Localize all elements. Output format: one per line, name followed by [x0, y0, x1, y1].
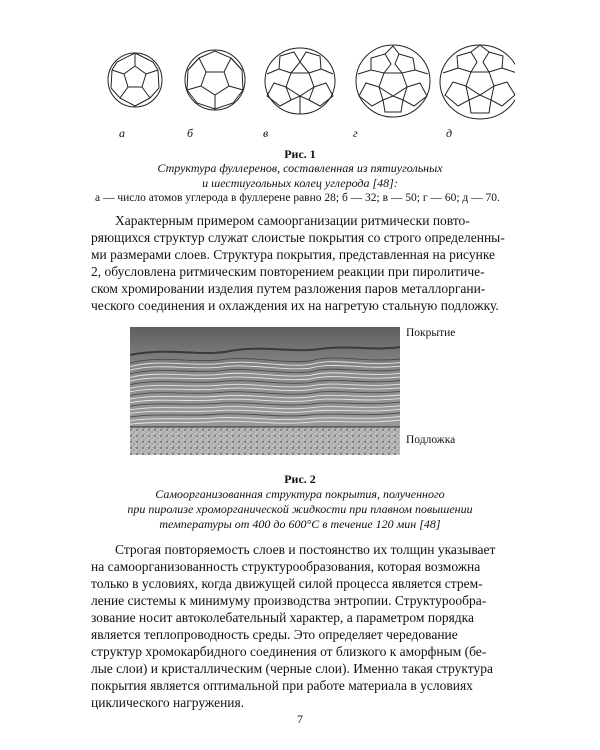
text-line: лые слои) и кристаллическим (черные слои). Именно такая структура — [91, 661, 494, 676]
coating-label: Покрытие — [406, 327, 456, 339]
text-line: является теплопроводность среды. Это определяет чередование — [91, 627, 458, 642]
page-number: 7 — [297, 712, 303, 726]
text-line: Характерным примером самоорганизации ритмически повто- — [115, 213, 470, 228]
micrograph-image — [130, 327, 400, 455]
fullerene-drawings — [95, 40, 515, 120]
text-line: на самоорганизованность структурообразования, которая возможна — [91, 559, 481, 574]
figure1-caption-title: Рис. 1 — [284, 147, 316, 161]
fullerene-c60-drawing — [356, 45, 430, 117]
text-line: Строгая повторяемость слоев и постоянство их толщин указывает — [115, 542, 496, 557]
caption-line: температуры от 400 до 600°С в течение 120 мин [48] — [159, 517, 441, 531]
subfigure-label: в — [263, 126, 269, 140]
figure2-caption — [80, 487, 520, 532]
subfigure-label: г — [353, 126, 358, 140]
figure1-legend: а — число атомов углерода в фуллерене равно 28; б — 32; в — 50; г — 60; д — 70. — [95, 192, 500, 204]
text-line: ми размерами слоев. Структура покрытия, представленная на рисунке — [91, 247, 496, 262]
figure1-caption — [120, 161, 480, 191]
subfigure-label: д — [446, 126, 453, 140]
fullerene-figure — [95, 40, 515, 120]
text-line: покрытия является оптимальной при работе материала в условиях — [91, 678, 473, 693]
fullerene-c28-drawing — [108, 53, 162, 107]
text-line: циклического нагружения. — [91, 695, 245, 710]
caption-line: и шестиугольных колец углерода [48]: — [202, 176, 398, 190]
figure2-caption-title: Рис. 2 — [284, 472, 316, 486]
fullerene-c70-drawing — [440, 45, 515, 119]
fullerene-c50-drawing — [265, 48, 335, 114]
paragraph-2 — [91, 541, 515, 711]
text-line: структур хромокарбидного соединения от близкого к аморфным (бе- — [91, 644, 487, 659]
fullerene-c32-drawing — [185, 50, 245, 110]
text-line: зование носит автоколебательный характер, а параметром порядка — [91, 610, 474, 625]
text-line: 2, обусловлена ритмическим повторением реакции при пиролитиче- — [91, 264, 485, 279]
text-line: ческого соединения и охлаждения их на нагретую стальную подложку. — [91, 298, 499, 313]
subfigure-labels — [0, 126, 600, 142]
substrate-label: Подложка — [406, 434, 456, 446]
caption-line: при пиролизе хроморганической жидкости при плавном повышении — [127, 502, 473, 516]
caption-line: Структура фуллеренов, составленная из пятиугольных — [157, 161, 443, 175]
text-line: ском хромировании изделия путем разложения паров металлоргани- — [91, 281, 486, 296]
subfigure-label: а — [119, 126, 125, 140]
caption-line: Самоорганизованная структура покрытия, полученного — [155, 487, 445, 501]
text-line: ряющихся структур служат слоистые покрытия со строго определенны- — [91, 230, 505, 245]
paragraph-1 — [91, 212, 515, 314]
subfigure-label: б — [187, 126, 194, 140]
text-line: только в условиях, когда движущей силой процесса является стрем- — [91, 576, 483, 591]
text-line: ление системы к минимуму производства энтропии. Структурообра- — [91, 593, 487, 608]
coating-micrograph — [130, 327, 400, 455]
